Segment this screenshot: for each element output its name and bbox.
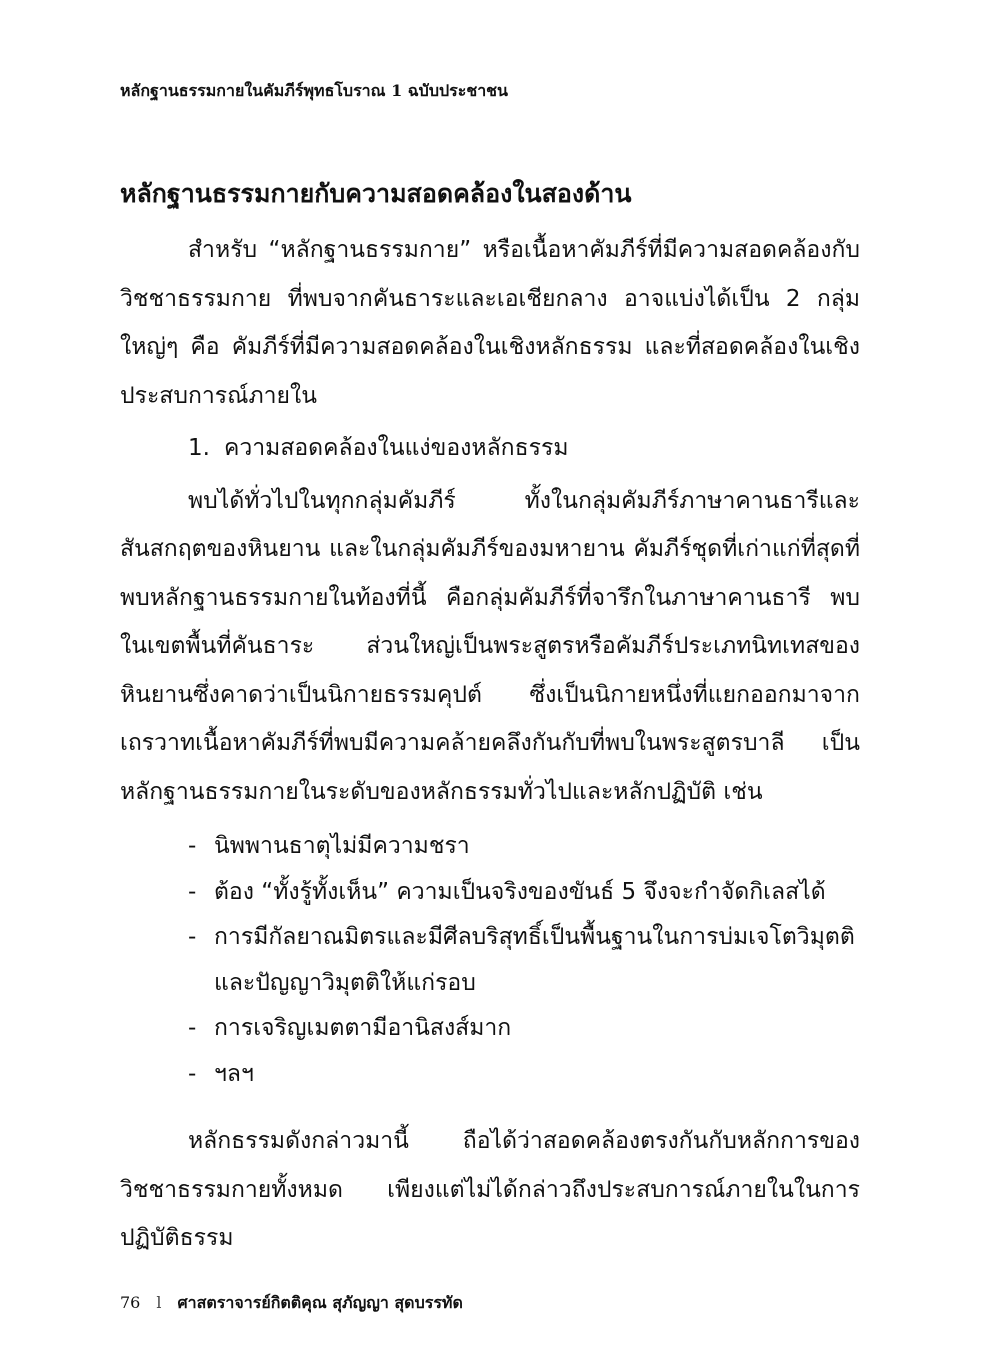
author-name: ศาสตราจารย์กิตติคุณ สุภัญญา สุดบรรทัด xyxy=(177,1293,463,1312)
bullet-dash: - xyxy=(188,924,197,950)
numbered-heading-text: ความสอดคล้องในแง่ของหลักธรรม xyxy=(223,435,569,461)
detail-paragraph: พบได้ทั่วไปในทุกกลุ่มคัมภีร์ ทั้งในกลุ่มคัมภีร์ภาษาคานธารีและสันสกฤตของหินยาน และในกลุ่มคัมภีร์ของมหายาน คัมภีร์ชุดที่เก่าแก่ที่สุดที่พบหลักฐานธรรมกายในท้องที่นี้ คือกลุ่มคัมภีร์ที่จารึกในภาษาคานธารี พบในเขตพื้นที่คันธาระ ส่วนใหญ่เป็นพระสูตรหรือคัมภีร์ประเภทนิทเทสของหินยานซึ่งคาดว่าเป็นนิกายธรรมคุปต์ ซึ่งเป็นนิกายหนึ่งที่แยกออกมาจากเถรวาทเนื้อหาคัมภีร์ที่พบมีความคล้ายคลึงกันกับที่พบในพระสูตรบาลี เป็นหลักฐานธรรมกายในระดับของหลักธรรมทั่วไปและหลักปฏิบัติ เช่น xyxy=(120,487,860,805)
section-title: หลักฐานธรรมกายกับความสอดคล้องในสองด้าน xyxy=(120,179,632,208)
list-item xyxy=(188,824,860,870)
running-header: หลักฐานธรรมกายในคัมภีร์พุทธโบราณ 1 ฉบับประชาชน xyxy=(120,81,508,100)
list-item-text: นิพพานธาตุไม่มีความชรา xyxy=(214,833,470,859)
body-text xyxy=(120,226,860,1263)
numbered-heading xyxy=(120,424,860,473)
list-item xyxy=(188,915,860,1006)
list-item-text: ต้อง “ทั้งรู้ทั้งเห็น” ความเป็นจริงของขันธ์ 5 จึงจะกำจัดกิเลสได้ xyxy=(214,878,826,905)
bullet-dash: - xyxy=(188,833,197,859)
page-footer xyxy=(120,1292,463,1314)
list-item xyxy=(188,1052,860,1098)
footer-separator: l xyxy=(156,1293,162,1312)
bullet-dash: - xyxy=(188,1060,197,1087)
list-item xyxy=(188,1006,860,1052)
bullet-dash: - xyxy=(188,1015,197,1041)
list-item-text: การเจริญเมตตามีอานิสงส์มาก xyxy=(214,1015,512,1041)
intro-paragraph: สำหรับ “หลักฐานธรรมกาย” หรือเนื้อหาคัมภีร์ที่มีความสอดคล้องกับวิชชาธรรมกาย ที่พบจากคันธาระและเอเชียกลาง อาจแบ่งได้เป็น 2 กลุ่มใหญ่ๆ คือ คัมภีร์ที่มีความสอดคล้องในเชิงหลักธรรม และที่สอดคล้องในเชิงประสบการณ์ภายใน xyxy=(120,237,860,409)
list-item-text: ฯลฯ xyxy=(214,1060,254,1087)
list-item-text: การมีกัลยาณมิตรและมีศีลบริสุทธิ์เป็นพื้นฐานในการบ่มเจโตวิมุตติและปัญญาวิมุตติให้แก่รอบ xyxy=(214,924,855,996)
numbered-heading-number: 1. xyxy=(188,435,210,461)
closing-paragraph: หลักธรรมดังกล่าวมานี้ ถือได้ว่าสอดคล้องตรงกันกับหลักการของวิชชาธรรมกายทั้งหมด เพียงแต่ไม่ได้กล่าวถึงประสบการณ์ภายในในการปฏิบัติธรรม xyxy=(120,1128,860,1251)
list-item xyxy=(188,870,860,916)
bullet-list xyxy=(120,824,860,1097)
bullet-dash: - xyxy=(188,878,197,905)
page-number: 76 xyxy=(120,1293,141,1312)
